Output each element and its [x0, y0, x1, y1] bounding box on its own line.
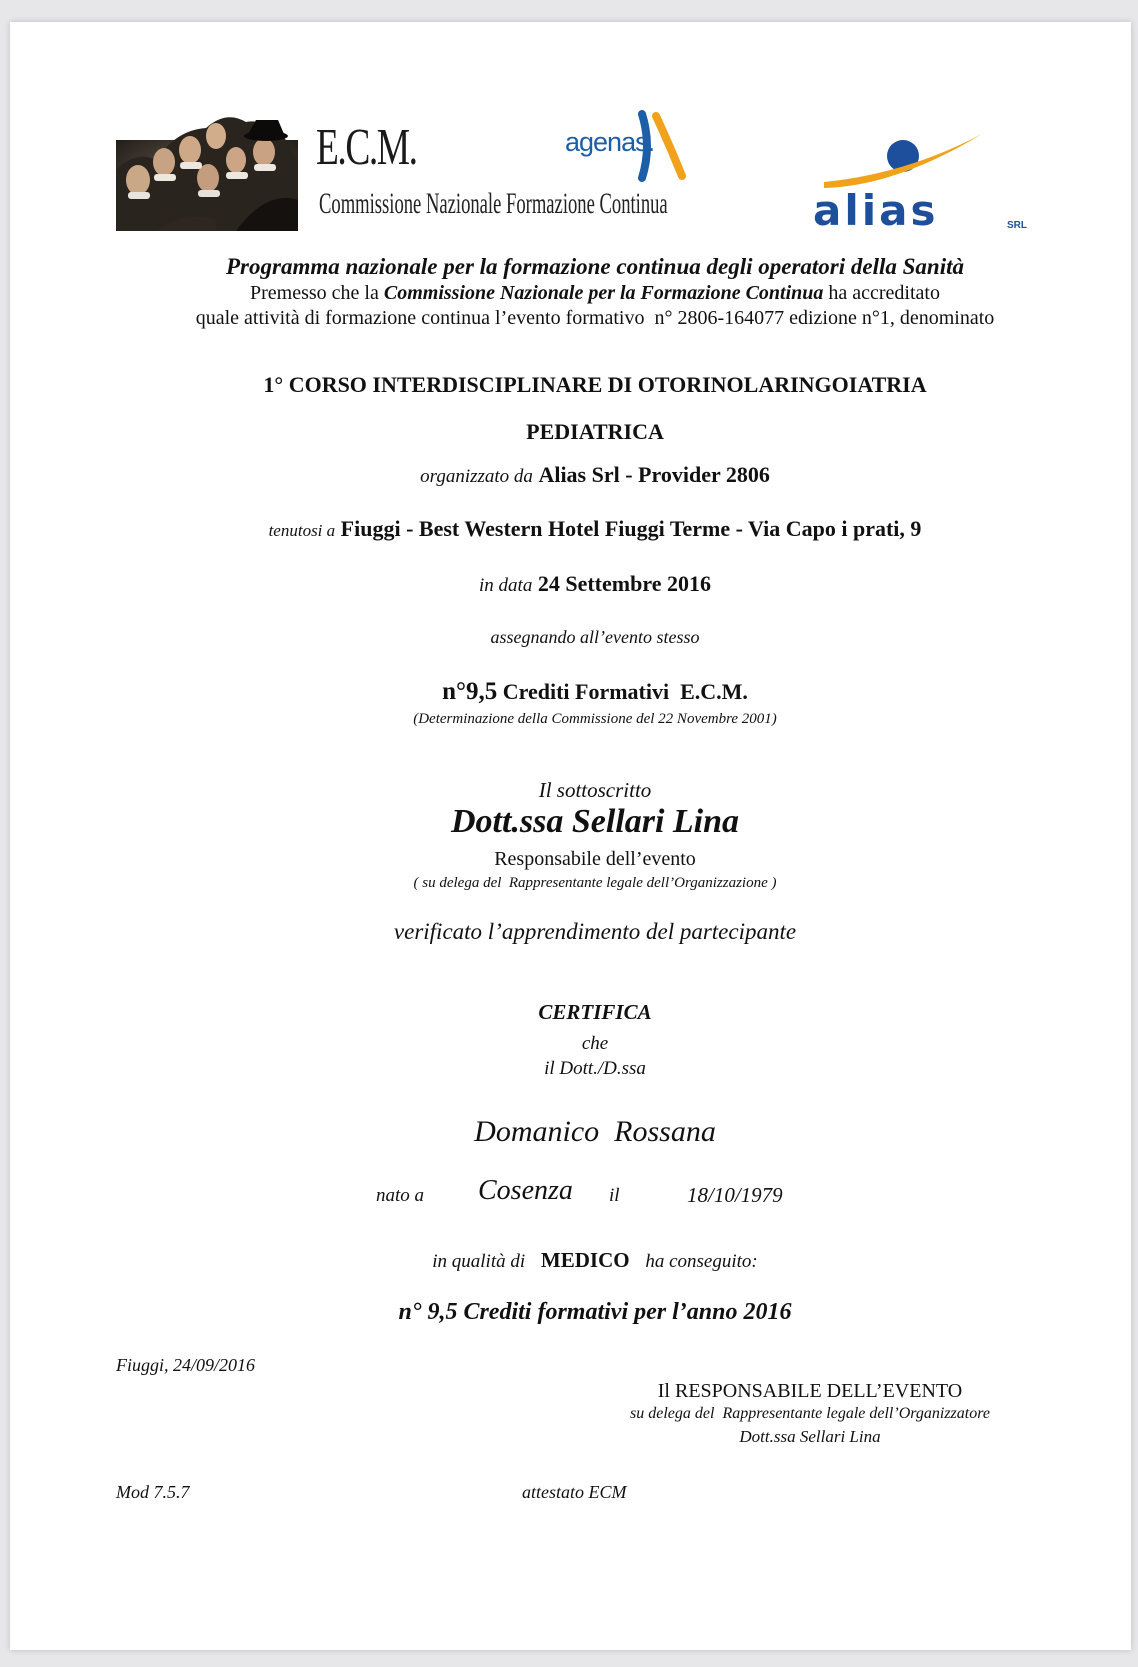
- signatory-role: Responsabile dell’evento: [494, 848, 696, 870]
- mod-code: Mod 7.5.7: [116, 1482, 190, 1502]
- il-label: il: [609, 1185, 620, 1206]
- date-line: in data 24 Settembre 2016: [479, 571, 711, 596]
- signatory-name: Dott.ssa Sellari Lina: [450, 803, 740, 840]
- signatory-delegate: ( su delega del Rappresentante legale dell’Organizzazione ): [413, 875, 777, 891]
- agenas-logo-text: agenas: [565, 127, 648, 157]
- place-date: Fiuggi, 24/09/2016: [116, 1355, 255, 1375]
- determination-note: (Determinazione della Commissione del 22 Novembre 2001): [413, 711, 777, 727]
- credits-number: n°9,5: [442, 678, 498, 705]
- alias-logo-mark: [816, 124, 986, 194]
- responsible-name: Dott.ssa Sellari Lina: [739, 1427, 881, 1446]
- program-heading: Programma nazionale per la formazione continua degli operatori della Sanità: [226, 254, 964, 279]
- certificate-page: [10, 22, 1131, 1650]
- ecm-logo-subtitle: Commissione Nazionale Formazione Continua: [319, 187, 668, 220]
- participant-quality: MEDICO: [540, 1248, 630, 1272]
- responsible-delegate: su delega del Rappresentante legale dell’Organizzatore: [630, 1405, 990, 1422]
- document-type: attestato ECM: [522, 1482, 627, 1502]
- quality-line: in qualità di MEDICO ha conseguito:: [432, 1248, 758, 1272]
- location-line: tenutosi a Fiuggi - Best Western Hotel Fiuggi Terme - Via Capo i prati, 9: [268, 516, 922, 541]
- assign-text: assegnando all’evento stesso: [490, 627, 700, 647]
- agenas-logo-mark: [638, 110, 686, 182]
- commission-name: Commissione Nazionale per la Formazione Continua: [383, 282, 824, 304]
- location: Fiuggi - Best Western Hotel Fiuggi Terme - Via Capo i prati, 9: [340, 516, 922, 541]
- born-place: Cosenza: [478, 1175, 573, 1206]
- event-date: 24 Settembre 2016: [537, 571, 711, 596]
- ecm-logo-title: E.C.M.: [316, 119, 417, 176]
- organizer: Alias Srl - Provider 2806: [538, 462, 770, 487]
- alias-logo-suffix: SRL: [1007, 220, 1027, 231]
- course-title-line-1: 1° CORSO INTERDISCIPLINARE DI OTORINOLARINGOIATRIA: [263, 372, 927, 397]
- course-title-line-2: PEDIATRICA: [526, 419, 664, 444]
- anatomy-lesson-painting-logo: [116, 100, 298, 231]
- organizer-line: organizzato da Alias Srl - Provider 2806: [420, 462, 770, 487]
- intro-line-2: quale attività di formazione continua l’evento formativo n° 2806-164077 edizione n°1, denominato: [195, 307, 995, 329]
- credits-line: n°9,5 Crediti Formativi E.C.M.: [442, 678, 748, 705]
- che-text: che: [581, 1033, 609, 1054]
- verified-text: verificato l’apprendimento del partecipante: [393, 919, 797, 944]
- born-date: 18/10/1979: [687, 1183, 783, 1207]
- final-credits: n° 9,5 Crediti formativi per l’anno 2016: [398, 1299, 792, 1325]
- agenas-logo: agenas.: [565, 127, 655, 157]
- dott-text: il Dott./D.ssa: [544, 1058, 646, 1079]
- born-label: nato a: [376, 1185, 425, 1206]
- participant-name: Domanico Rossana: [474, 1115, 716, 1148]
- alias-logo-text: alias: [813, 186, 939, 235]
- certifica-heading: CERTIFICA: [538, 1000, 652, 1024]
- signatory-label: Il sottoscritto: [538, 778, 652, 802]
- responsible-title: Il RESPONSABILE DELL’EVENTO: [657, 1380, 963, 1402]
- intro-line-1: Premesso che la Commissione Nazionale per la Formazione Continua ha accreditato: [250, 282, 940, 304]
